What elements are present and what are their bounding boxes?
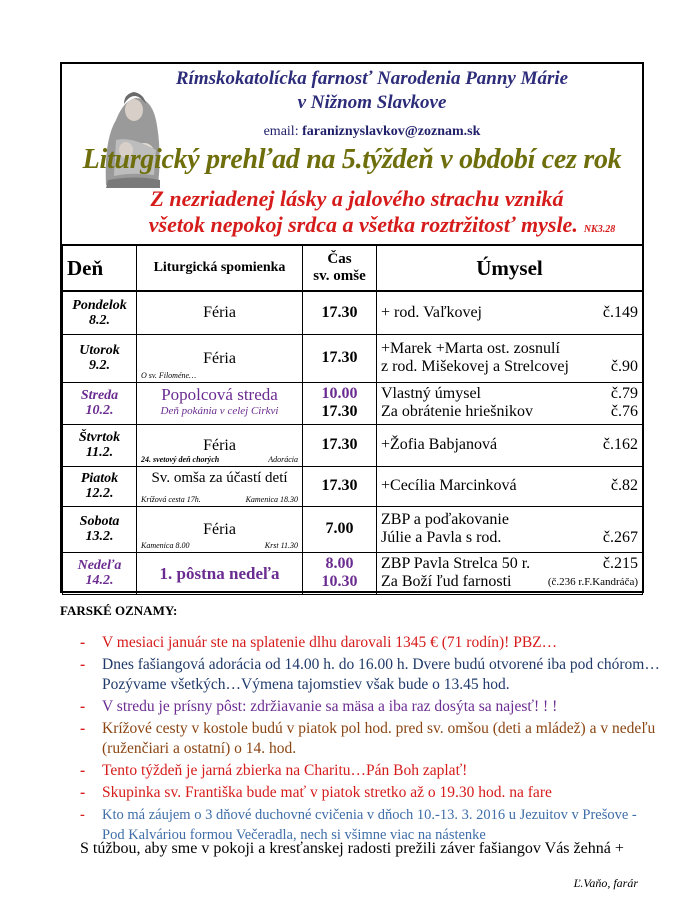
day-cell xyxy=(63,466,137,506)
table-row xyxy=(63,291,643,334)
list-item xyxy=(80,761,660,781)
intention-text: +Marek +Marta ost. zosnulí xyxy=(381,340,560,357)
announcement-text: Tento týždeň je jarná zbierka na Charitu…Pán Boh zaplať! xyxy=(102,762,468,779)
announcement-text: Kto má záujem o 3 dňové duchovné cvičenia v dňoch 10.-13. 3. 2016 u Jezuitov v Prešove - Pod Kalváriou formou Večeradla, nech si všimne viac na nástenke xyxy=(102,807,637,843)
dash-icon: - xyxy=(80,720,86,737)
day-name: Pondelok xyxy=(72,297,127,313)
intention-cell xyxy=(377,382,643,424)
time-cell: 17.30 xyxy=(303,291,377,334)
day-date: 14.2. xyxy=(85,573,114,588)
intention-text: ZBP Pavla Strelca 50 r. xyxy=(381,555,531,572)
intention-cell xyxy=(377,506,643,552)
header-time-line1: Čas xyxy=(327,251,352,267)
time-1: 10.00 xyxy=(321,385,358,402)
day-cell xyxy=(63,424,137,466)
quote-reference: NK3.28 xyxy=(583,224,616,235)
memorial-cell: 1. pôstna nedeľa xyxy=(137,552,303,594)
header-day: Deň xyxy=(63,245,137,291)
dash-icon: - xyxy=(80,656,86,673)
email-line xyxy=(62,124,642,140)
day-date: 8.2. xyxy=(89,312,110,328)
memorial-cell xyxy=(137,382,303,424)
time-cell xyxy=(303,552,377,594)
intention-number-2: č.267 xyxy=(602,529,638,546)
schedule-table xyxy=(62,244,643,595)
memorial-note-2: Kamenica 18.30 xyxy=(245,494,298,504)
day-name: Štvrtok xyxy=(78,430,121,445)
intention-number: č.82 xyxy=(610,477,638,494)
header-time-line2: sv. omše xyxy=(313,268,366,284)
table-row xyxy=(63,552,643,594)
memorial-note: Krížová cesta 17h. xyxy=(141,494,201,504)
intention-cell xyxy=(377,466,643,506)
day-date: 9.2. xyxy=(89,358,110,373)
quote-text-2: všetok nepokoj srdca a všetka roztržitosť mysle. xyxy=(148,212,578,237)
day-name: Streda xyxy=(80,388,119,403)
day-name: Nedeľa xyxy=(77,558,122,573)
memorial-cell xyxy=(137,506,303,552)
memorial-cell xyxy=(137,334,303,382)
day-cell xyxy=(63,334,137,382)
intention-text: +Cecília Marcinková xyxy=(381,477,517,494)
time-2: 17.30 xyxy=(321,403,358,420)
header-time xyxy=(303,245,377,291)
signature: Ľ.Vaňo, farár xyxy=(573,876,638,890)
header-memorial: Liturgická spomienka xyxy=(137,245,303,291)
intention-number-2: č.76 xyxy=(610,403,638,420)
dash-icon: - xyxy=(80,698,86,715)
intention-text-2: z rod. Mišekovej a Strelcovej xyxy=(381,358,569,375)
time-cell: 17.30 xyxy=(303,466,377,506)
day-name: Sobota xyxy=(79,514,120,529)
intention-text: + rod. Vaľkovej xyxy=(381,303,482,321)
day-date: 13.2. xyxy=(85,529,114,544)
memorial-cell xyxy=(137,466,303,506)
list-item xyxy=(80,719,660,759)
quote-line-1: Z nezriadenej lásky a jalového strachu vzniká xyxy=(150,186,564,211)
email-label: email: xyxy=(263,124,303,139)
header xyxy=(62,64,642,242)
time-1: 8.00 xyxy=(325,555,354,572)
memorial-text: Popolcová streda xyxy=(161,385,278,404)
dash-icon: - xyxy=(80,762,86,779)
time-cell xyxy=(303,382,377,424)
list-item xyxy=(80,783,660,803)
memorial-cell: Féria xyxy=(137,291,303,334)
announcements-list xyxy=(80,633,660,847)
intention-text-2: Júlie a Pavla s rod. xyxy=(381,529,502,546)
day-cell xyxy=(63,291,137,334)
memorial-note: Deň pokánia v celej Cirkvi xyxy=(160,405,279,417)
day-date: 10.2. xyxy=(85,403,114,418)
liturgical-title: Liturgický prehľad na 5.týždeň v období cez rok xyxy=(82,144,622,175)
table-row xyxy=(63,334,643,382)
intention-number: č.79 xyxy=(610,385,638,402)
memorial-note: O sv. Filoméne… xyxy=(141,370,197,380)
dash-icon: - xyxy=(80,784,86,801)
intention-cell xyxy=(377,424,643,466)
intention-text-2: Za Boží ľud farnosti xyxy=(381,573,512,590)
dash-icon: - xyxy=(80,634,86,651)
memorial-note: Kamenica 8.00 xyxy=(141,540,190,550)
intention-text-2: Za obrátenie hriešnikov xyxy=(381,403,533,420)
memorial-text: Féria xyxy=(203,349,236,367)
intention-cell xyxy=(377,334,643,382)
day-date: 11.2. xyxy=(85,445,114,460)
memorial-text: Féria xyxy=(203,520,236,538)
intention-number: č.162 xyxy=(602,436,638,453)
announcement-text: V mesiaci január ste na splatenie dlhu darovali 1345 € (71 rodín)! PBZ… xyxy=(102,634,558,651)
intention-text: Vlastný úmysel xyxy=(381,385,481,402)
quote-line-2 xyxy=(62,212,642,238)
intention-number: č.149 xyxy=(602,303,638,321)
table-row xyxy=(63,424,643,466)
dash-icon: - xyxy=(80,807,85,823)
time-cell: 17.30 xyxy=(303,334,377,382)
table-header-row xyxy=(63,245,643,291)
announcements-title: FARSKÉ OZNAMY: xyxy=(60,603,178,618)
table-row xyxy=(63,506,643,552)
header-intention: Úmysel xyxy=(377,245,643,291)
table-row xyxy=(63,466,643,506)
intention-number-2: (č.236 r.F.Kandráča) xyxy=(547,576,638,588)
intention-text: +Žofia Babjanová xyxy=(381,436,498,453)
list-item xyxy=(80,633,660,653)
day-date: 12.2. xyxy=(85,486,114,501)
time-cell: 7.00 xyxy=(303,506,377,552)
bulletin-frame xyxy=(60,62,644,593)
time-cell: 17.30 xyxy=(303,424,377,466)
list-item xyxy=(80,655,660,695)
intention-text: ZBP a poďakovanie xyxy=(381,511,509,528)
announcement-text: V stredu je prísny pôst: zdržiavanie sa mäsa a iba raz dosýta sa najesť! ! ! xyxy=(102,698,558,715)
memorial-text: Féria xyxy=(203,436,236,454)
day-name: Piatok xyxy=(80,471,119,486)
parish-name: Rímskokatolícka farnosť Narodenia Panny Márie xyxy=(175,68,569,89)
intention-cell xyxy=(377,291,643,334)
memorial-note: 24. svetový deň chorých xyxy=(141,454,220,464)
intention-number-2: č.90 xyxy=(610,358,638,375)
parish-location: v Nižnom Slavkove xyxy=(297,92,447,113)
memorial-note-2: Krst 11.30 xyxy=(264,540,298,550)
email-address[interactable]: faraniznyslavkov@zoznam.sk xyxy=(302,124,481,139)
day-name: Utorok xyxy=(79,343,120,358)
announcement-text: Dnes fašiangová adorácia od 14.00 h. do 16.00 h. Dvere budú otvorené iba pod chórom…Pozývame všetkých…Výmena tajomstiev však bude o 13.45 hod. xyxy=(102,656,660,693)
day-cell xyxy=(63,382,137,424)
memorial-cell xyxy=(137,424,303,466)
memorial-text: Sv. omša za účastí detí xyxy=(151,469,288,486)
list-item xyxy=(80,697,660,717)
announcement-text: Skupinka sv. Františka bude mať v piatok stretko až o 19.30 hod. na fare xyxy=(102,784,552,801)
list-item xyxy=(80,805,660,845)
intention-number: č.215 xyxy=(602,555,638,572)
memorial-note-2: Adorácia xyxy=(268,454,298,464)
intention-cell xyxy=(377,552,643,594)
time-2: 10.30 xyxy=(321,573,358,590)
announcement-text: Krížové cesty v kostole budú v piatok pol hod. pred sv. omšou (deti a mládež) a v nedeľu (ruženčiari a ostatní) o 14. hod. xyxy=(102,720,656,757)
table-row xyxy=(63,382,643,424)
day-cell xyxy=(63,506,137,552)
day-cell xyxy=(63,552,137,594)
closing-blessing: S túžbou, aby sme v pokoji a kresťanskej radosti prežili záver fašiangov Vás žehná + xyxy=(80,840,624,857)
